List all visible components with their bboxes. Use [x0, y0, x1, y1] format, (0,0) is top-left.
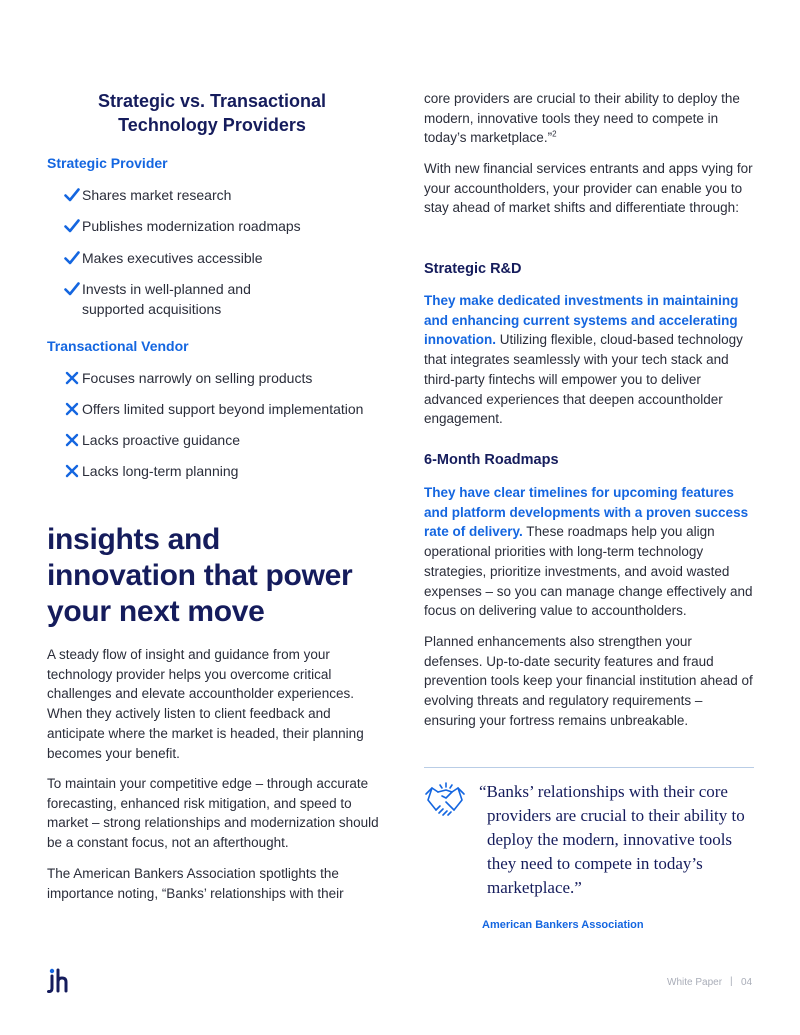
- jh-logo-icon: [47, 967, 69, 993]
- body-paragraph: [424, 291, 754, 429]
- list-item-label: Focuses narrowly on selling products: [82, 370, 313, 386]
- paragraph-text: Utilizing flexible, cloud-based technology that integrates seamlessly with your tech stack and third-party fintechs will empower you to deliver advanced experiences that deepen accountholder engagement.: [424, 332, 743, 427]
- footnote-marker: 2: [552, 129, 557, 139]
- checkmark-icon: [64, 282, 80, 296]
- list-item-label: [82, 279, 382, 319]
- lead-text: They make dedicated investments in maintaining and enhancing current systems and accelerating innovation.: [424, 293, 739, 348]
- footer-separator: |: [730, 976, 733, 987]
- checkmark-icon: [64, 219, 80, 233]
- lead-text: They have clear timelines for upcoming features and platform developments with a proven success rate of delivery.: [424, 485, 749, 540]
- strategic-provider-heading: Strategic Provider: [47, 155, 168, 171]
- paragraph-text: core providers are crucial to their ability to deploy the modern, innovative tools they need to compete in today’s marketplace.”: [424, 91, 740, 146]
- sidebar-title-line: Strategic vs. Transactional: [97, 91, 327, 111]
- list-item-line: Invests in well-planned and: [82, 281, 251, 297]
- checkmark-icon: [64, 251, 80, 265]
- body-paragraph: To maintain your competitive edge – through accurate forecasting, enhanced risk mitigation, and speed to market – strong relationships and modernization should be a constant focus, not an afterthought.: [47, 776, 379, 851]
- section-heading: Strategic R&D: [424, 261, 522, 277]
- list-item-label: Offers limited support beyond implementation: [82, 401, 364, 417]
- headline: [47, 522, 387, 630]
- list-item-label: Shares market research: [82, 187, 232, 203]
- sidebar-title-line: Technology Providers: [118, 115, 306, 135]
- headline-line: insights and: [47, 523, 221, 556]
- divider: [424, 767, 754, 768]
- pull-quote: “Banks’ relationships with their core providers are crucial to their ability to deploy the modern, innovative tools they need to compete in today’s marketplace.”: [479, 782, 745, 897]
- transactional-vendor-heading: Transactional Vendor: [47, 338, 189, 354]
- page-number: 04: [741, 977, 753, 988]
- body-paragraph: Planned enhancements also strengthen your defenses. Up-to-date security features and fraud prevention tools keep your financial institution ahead of evolving threats and regulatory requirements – ensuring your fortress remains unbreakable.: [424, 634, 753, 728]
- headline-line: innovation that power: [47, 559, 353, 592]
- cross-icon: [64, 464, 80, 478]
- body-paragraph: [424, 483, 754, 621]
- body-paragraph: With new financial services entrants and apps vying for your accountholders, your provider can enable you to stay ahead of market shifts and differentiate through:: [424, 161, 753, 216]
- quote-attribution: American Bankers Association: [482, 919, 644, 931]
- sidebar-title: [47, 89, 377, 137]
- list-item-label: Publishes modernization roadmaps: [82, 218, 301, 234]
- checkmark-icon: [64, 188, 80, 202]
- headline-line: your next move: [47, 595, 265, 628]
- cross-icon: [64, 371, 80, 385]
- list-item-line: supported acquisitions: [82, 301, 222, 317]
- cross-icon: [64, 402, 80, 416]
- list-item-label: Lacks proactive guidance: [82, 432, 240, 448]
- body-paragraph: [424, 89, 754, 148]
- cross-icon: [64, 433, 80, 447]
- list-item-label: Lacks long-term planning: [82, 463, 239, 479]
- section-heading: 6-Month Roadmaps: [424, 452, 559, 468]
- footer-label: White Paper: [667, 977, 723, 988]
- handshake-icon: [424, 782, 466, 818]
- list-item-label: Makes executives accessible: [82, 250, 263, 266]
- paragraph-text: These roadmaps help you align operational priorities with long-term technology strategies, prioritize investments, and avoid wasted expenses – so you can manage change effectively and focus on delivering value to accountholders.: [424, 524, 753, 619]
- body-paragraph: The American Bankers Association spotlights the importance noting, “Banks’ relationships with their: [47, 866, 344, 901]
- body-paragraph: A steady flow of insight and guidance from your technology provider helps you overcome critical challenges and elevate accountholder experiences. When they actively listen to client feedback and anticipate where the market is headed, their planning becomes your benefit.: [47, 647, 364, 761]
